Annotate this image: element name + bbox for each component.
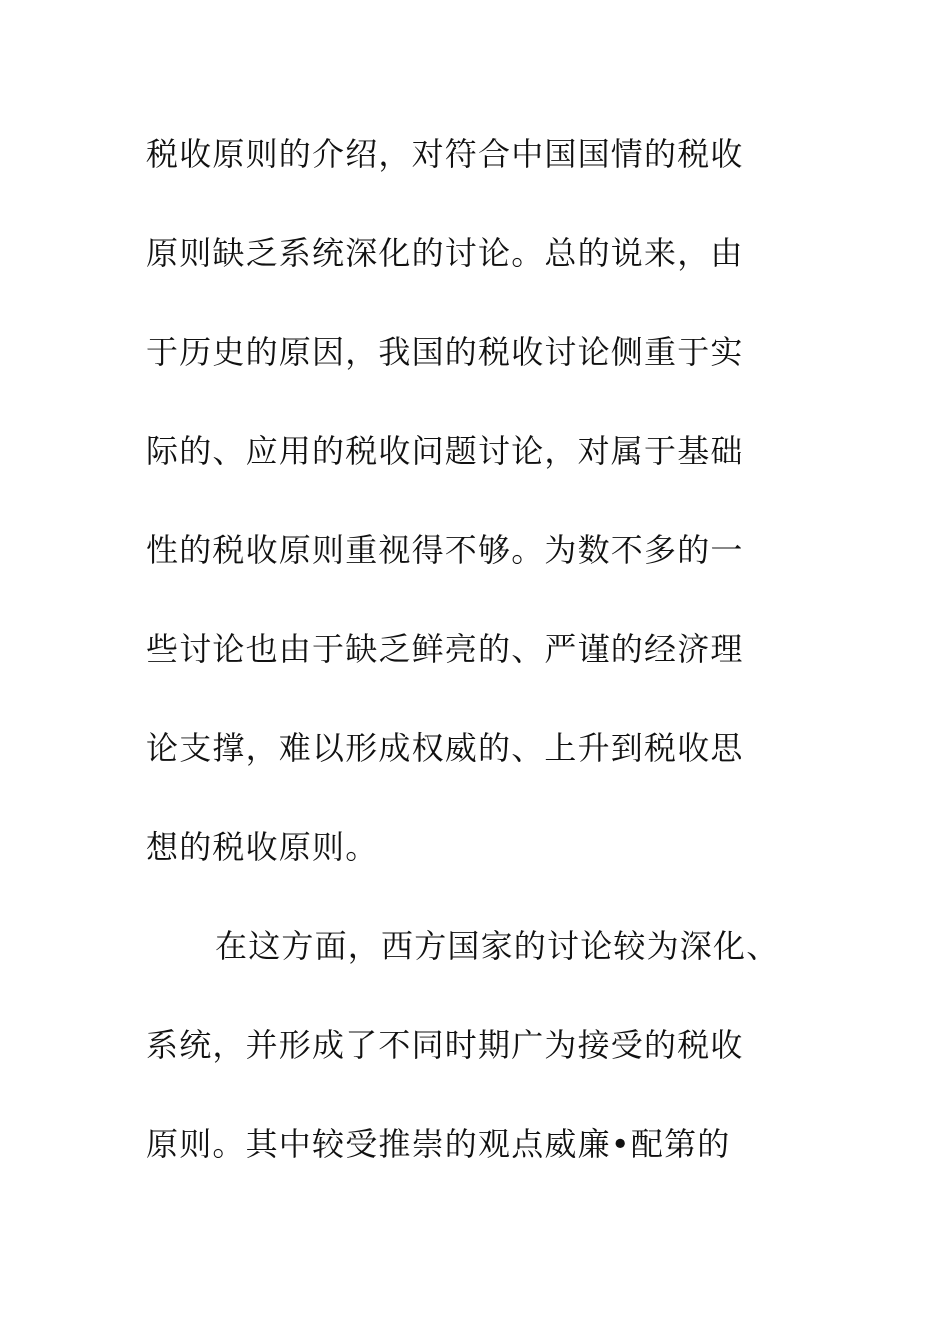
text-line: 税收原则的介绍，对符合中国国情的税收 [146, 135, 744, 173]
paragraph-start-line: 在这方面，西方国家的讨论较为深化、 [215, 927, 780, 965]
text-line: 想的税收原则。 [146, 828, 379, 866]
text-line: 于历史的原因，我国的税收讨论侧重于实 [146, 333, 744, 371]
text-line: 论支撑，难以形成权威的、上升到税收思 [146, 729, 744, 767]
text-line: 原则。其中较受推崇的观点威廉•配第的 [146, 1125, 731, 1163]
text-line: 际的、应用的税收问题讨论，对属于基础 [146, 432, 744, 470]
text-line: 系统，并形成了不同时期广为接受的税收 [146, 1026, 744, 1064]
text-line: 些讨论也由于缺乏鲜亮的、严谨的经济理 [146, 630, 744, 668]
text-line: 性的税收原则重视得不够。为数不多的一 [146, 531, 744, 569]
body-text [146, 124, 826, 1213]
text-line: 原则缺乏系统深化的讨论。总的说来，由 [146, 234, 744, 272]
